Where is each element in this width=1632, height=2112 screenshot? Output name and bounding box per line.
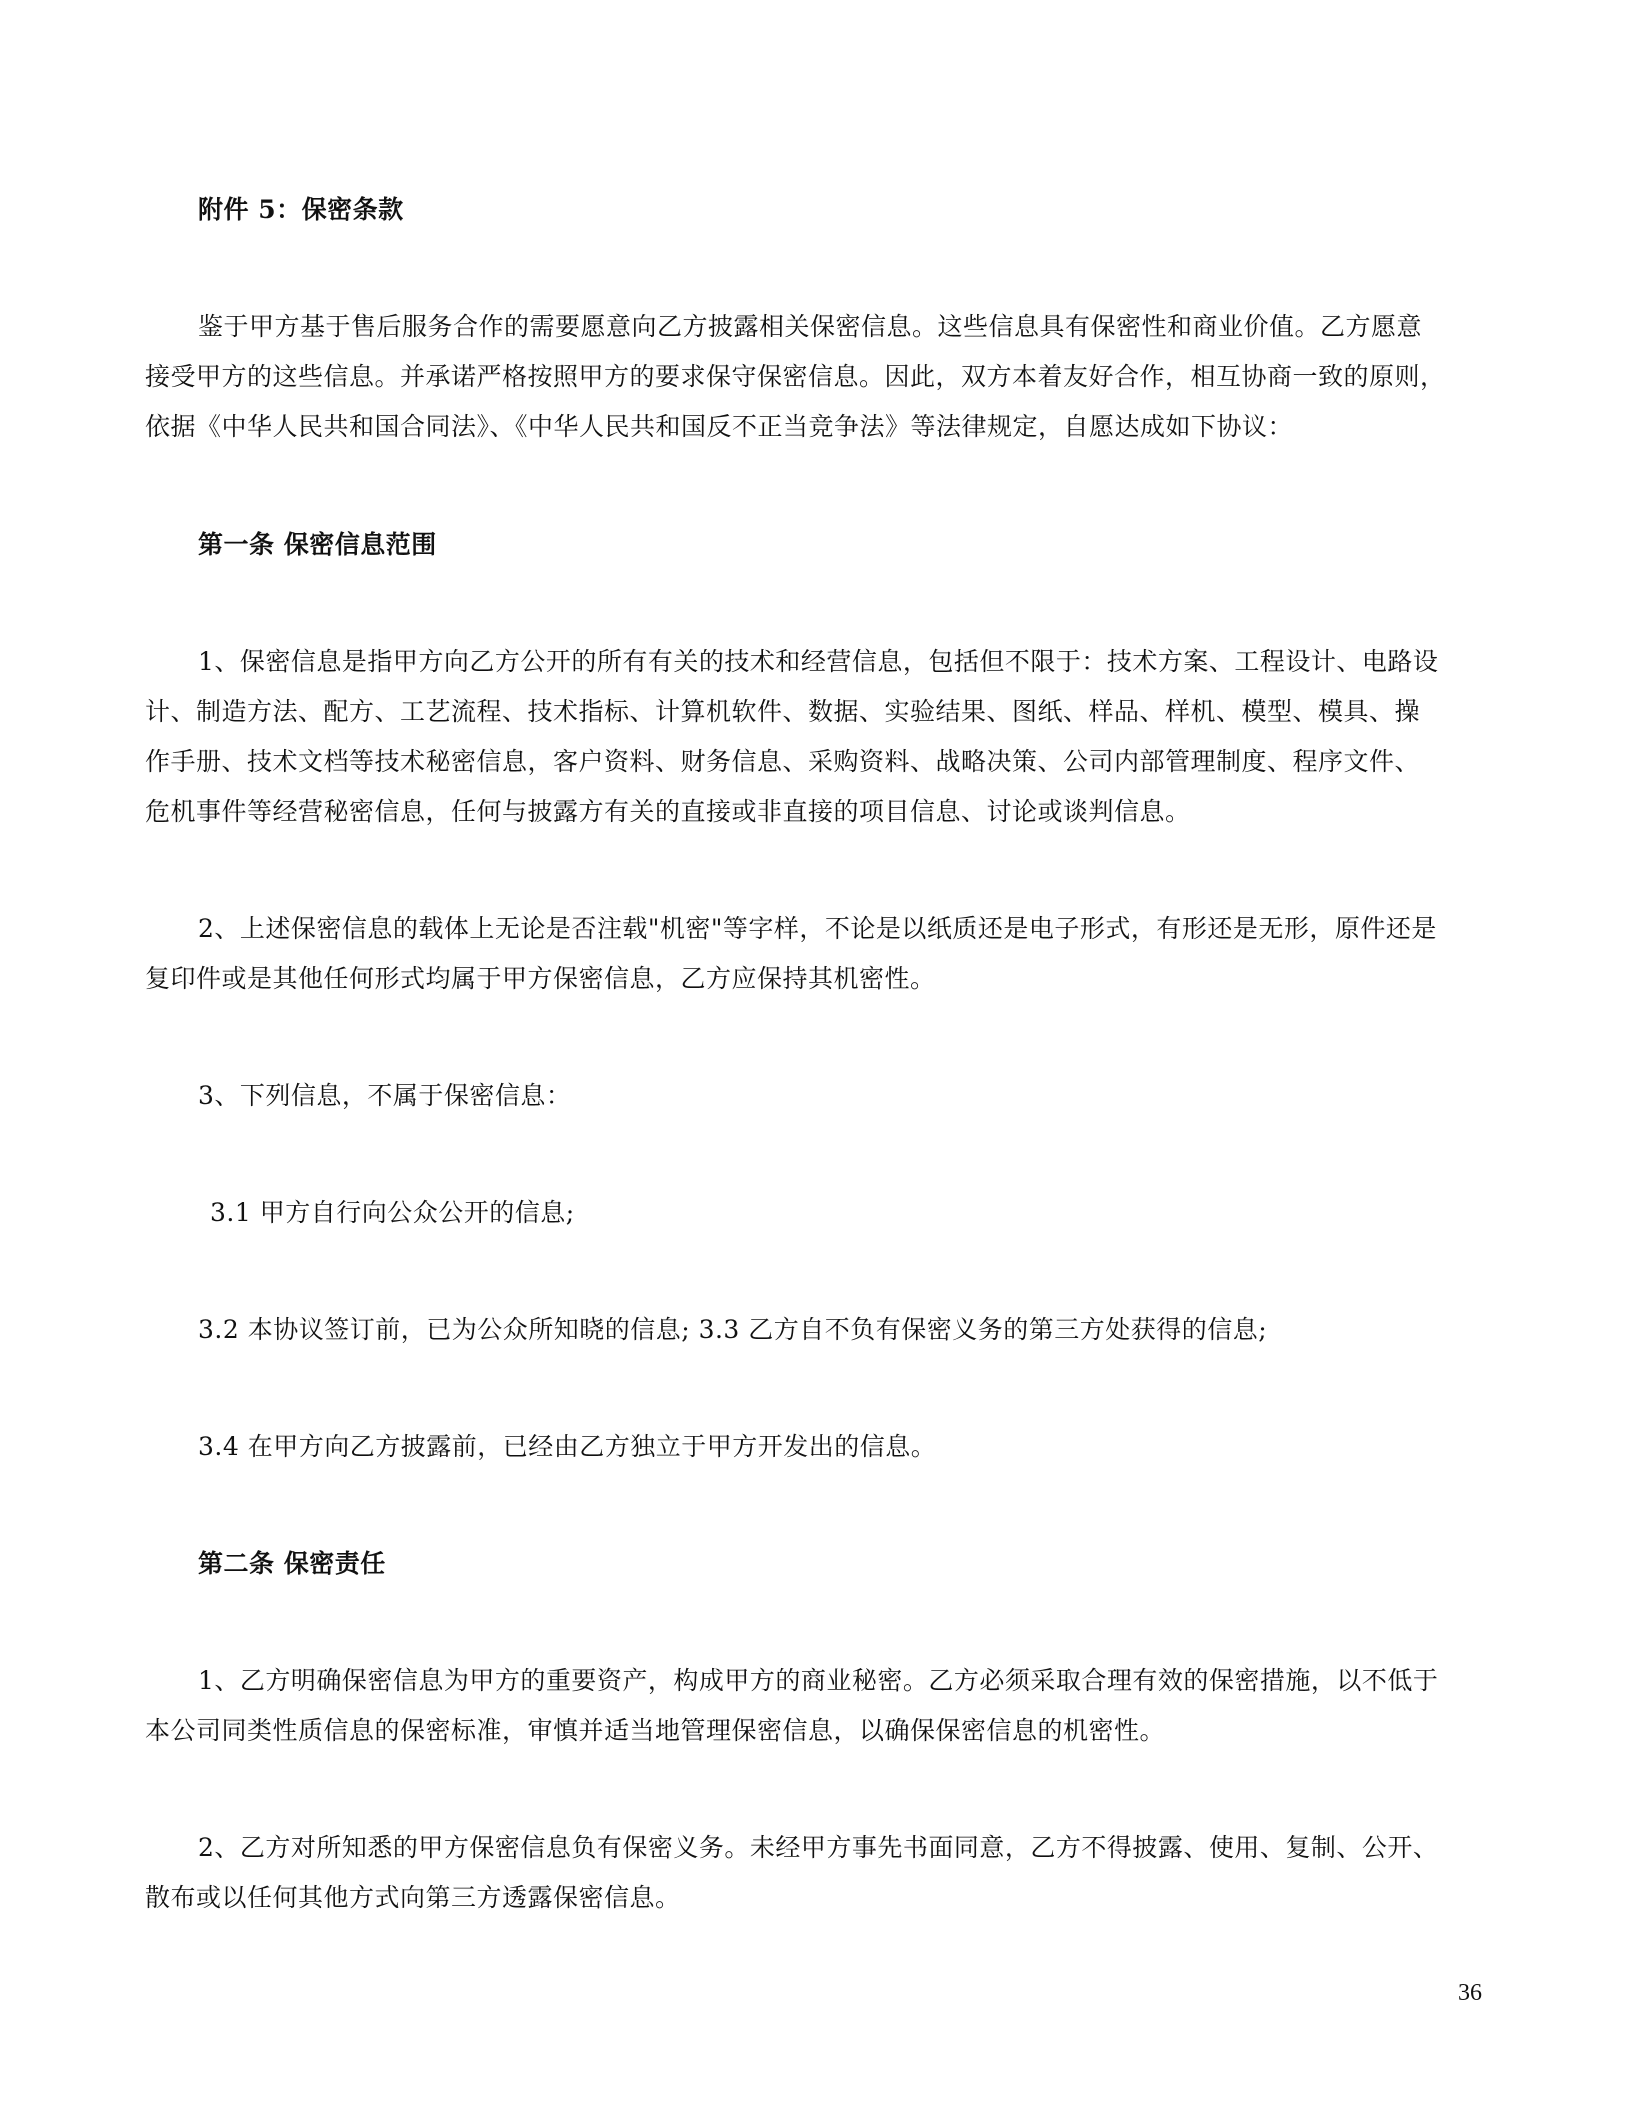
intro-line-1: 鉴于甲方基于售后服务合作的需要愿意向乙方披露相关保密信息。这些信息具有保密性和商业价值。乙方愿意	[198, 312, 1423, 341]
a1-p2-line-1: 2、上述保密信息的载体上无论是否注载"机密"等字样，不论是以纸质还是电子形式，有形还是无形，原件还是	[198, 914, 1437, 943]
a2-p2-line-2: 散布或以任何其他方式向第三方透露保密信息。	[145, 1883, 681, 1912]
a1-p1-line-1: 1、保密信息是指甲方向乙方公开的所有有关的技术和经营信息，包括但不限于：技术方案、工程设计、电路设	[198, 647, 1439, 676]
a1-p2-line-2: 复印件或是其他任何形式均属于甲方保密信息，乙方应保持其机密性。	[145, 964, 936, 993]
a2-p1-line-2: 本公司同类性质信息的保密标准，审慎并适当地管理保密信息，以确保保密信息的机密性。	[145, 1716, 1166, 1745]
article-2-heading: 第二条 保密责任	[198, 1549, 386, 1578]
a1-p1-line-3: 作手册、技术文档等技术秘密信息，客户资料、财务信息、采购资料、战略决策、公司内部管理制度、程序文件、	[145, 747, 1421, 776]
page-title: 附件 5：保密条款	[198, 195, 404, 224]
a1-p1-line-2: 计、制造方法、配方、工艺流程、技术指标、计算机软件、数据、实验结果、图纸、样品、样机、模型、模具、操	[145, 697, 1421, 726]
intro-line-3: 依据《中华人民共和国合同法》、《中华人民共和国反不正当竞争法》等法律规定，自愿达成如下协议：	[145, 412, 1294, 441]
a1-p3-2: 3.2 本协议签订前，已为公众所知晓的信息; 3.3 乙方自不负有保密义务的第三方处获得的信息;	[198, 1315, 1268, 1344]
intro-line-2: 接受甲方的这些信息。并承诺严格按照甲方的要求保守保密信息。因此，双方本着友好合作，相互协商一致的原则，	[145, 362, 1446, 391]
a1-p3-1: 3.1 甲方自行向公众公开的信息;	[210, 1198, 575, 1227]
a2-p1-line-1: 1、乙方明确保密信息为甲方的重要资产，构成甲方的商业秘密。乙方必须采取合理有效的保密措施，以不低于	[198, 1666, 1439, 1695]
a1-p3: 3、下列信息，不属于保密信息：	[198, 1081, 572, 1110]
article-1-heading: 第一条 保密信息范围	[198, 530, 437, 559]
a1-p1-line-4: 危机事件等经营秘密信息，任何与披露方有关的直接或非直接的项目信息、讨论或谈判信息。	[145, 797, 1191, 826]
a2-p2-line-1: 2、乙方对所知悉的甲方保密信息负有保密义务。未经甲方事先书面同意，乙方不得披露、使用、复制、公开、	[198, 1833, 1439, 1862]
page-number: 36	[1458, 1980, 1482, 2006]
a1-p3-4: 3.4 在甲方向乙方披露前，已经由乙方独立于甲方开发出的信息。	[198, 1432, 937, 1461]
